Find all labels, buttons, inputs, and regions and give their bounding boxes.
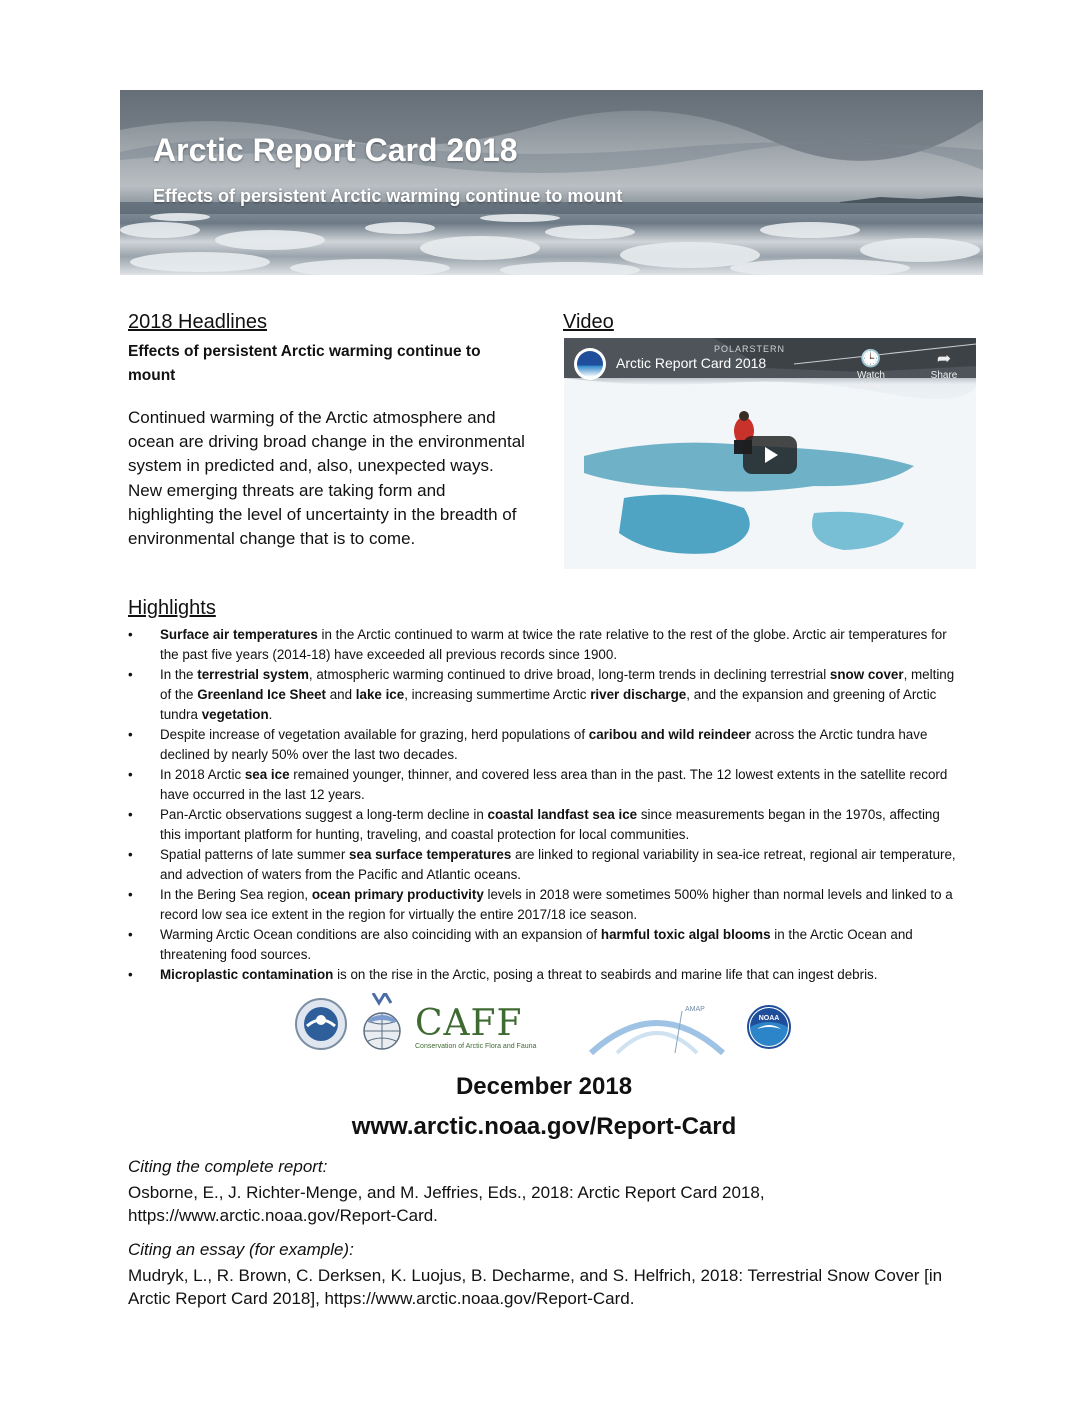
amap-logo-text: AMAP <box>685 1006 705 1013</box>
amap-logo-icon <box>587 993 727 1055</box>
highlight-keyword: Greenland Ice Sheet <box>197 687 326 702</box>
share-label: Share <box>930 370 958 381</box>
bullet-marker: • <box>128 847 133 862</box>
highlight-text: In the Bering Sea region, <box>160 887 312 902</box>
highlight-keyword: sea ice <box>244 767 290 782</box>
highlight-keyword: lake ice <box>355 687 405 702</box>
play-icon <box>765 447 778 463</box>
headlines-lead: Effects of persistent Arctic warming continue to mount <box>128 343 481 384</box>
cite-complete-label: Citing the complete report: <box>128 1157 328 1176</box>
highlight-text: , atmospheric warming continued to drive broad, long-term trends in declining terrestrial <box>308 667 830 682</box>
clock-icon: 🕒 <box>860 349 882 368</box>
highlight-keyword: Surface air temperatures <box>160 627 318 642</box>
noaa-logo-text: NOAA <box>758 1015 780 1022</box>
highlights-heading: Highlights <box>128 597 216 619</box>
highlight-text: . <box>268 707 273 722</box>
highlight-keyword: vegetation <box>201 707 269 722</box>
highlight-text: In the <box>160 667 198 682</box>
caff-logo-icon <box>415 1005 565 1051</box>
highlight-text: , and the expansion and greening of Arctic tundra <box>160 687 937 722</box>
highlight-keyword: coastal landfast sea ice <box>487 807 638 822</box>
highlight-keyword: snow cover <box>829 667 904 682</box>
highlight-keyword: caribou and wild reindeer <box>588 727 751 742</box>
bullet-marker: • <box>128 887 133 902</box>
highlight-item <box>128 725 958 765</box>
page-title: Arctic Report Card 2018 <box>153 132 518 168</box>
bullet-marker: • <box>128 927 133 942</box>
headlines-body: Continued warming of the Arctic atmosphere and ocean are driving broad change in the environmental system in predicted and, also, unexpected ways. New emerging threats are taking form and highlighting the level of uncertainty in the breadth of environmental change that is to come. <box>128 408 525 549</box>
bullet-marker: • <box>128 627 133 642</box>
headlines-heading: 2018 Headlines <box>128 311 267 333</box>
highlight-text: levels in 2018 were sometimes 500% higher than normal levels and linked to a record low sea ice extent in the region for virtually the entire 2017/18 ice season. <box>160 887 953 922</box>
highlight-text: remained younger, thinner, and covered less area than in the past. The 12 lowest extents in the satellite record have occurred in the last 12 years. <box>160 767 948 802</box>
emblem-logo-icon <box>295 998 347 1050</box>
highlight-item <box>128 845 958 885</box>
cite-essay-label: Citing an essay (for example): <box>128 1240 354 1259</box>
highlight-text: is on the rise in the Arctic, posing a threat to seabirds and marine life that can ingest debris. <box>333 967 878 982</box>
bullet-marker: • <box>128 767 133 782</box>
highlight-item <box>128 885 958 925</box>
highlight-text: in the Arctic Ocean and threatening food sources. <box>160 927 913 962</box>
highlight-text: Pan-Arctic observations suggest a long-term decline in <box>160 807 488 822</box>
highlight-keyword: river discharge <box>590 687 687 702</box>
video-heading: Video <box>563 311 614 333</box>
noaa-logo-icon <box>747 1005 791 1049</box>
header-banner <box>120 90 983 275</box>
highlights-list <box>128 625 958 985</box>
highlight-item <box>128 965 958 985</box>
banner-sea-ice-image <box>120 90 983 275</box>
bullet-marker: • <box>128 807 133 822</box>
cite-complete-text: Osborne, E., J. Richter-Menge, and M. Jeffries, Eds., 2018: Arctic Report Card 2018, https://www.arctic.noaa.gov/Report-Card. <box>128 1183 765 1225</box>
play-button[interactable] <box>743 436 797 474</box>
highlight-text: and <box>325 687 356 702</box>
partner-logos <box>295 993 795 1055</box>
watch-later-label: Watch later <box>857 370 885 392</box>
highlight-text: , increasing summertime Arctic <box>404 687 591 702</box>
highlight-item <box>128 765 958 805</box>
highlight-text: Warming Arctic Ocean conditions are also coinciding with an expansion of <box>160 927 601 942</box>
highlight-keyword: terrestrial system <box>197 667 309 682</box>
cite-essay-text: Mudryk, L., R. Brown, C. Derksen, K. Luojus, B. Decharme, and S. Helfrich, 2018: Terrestrial Snow Cover [in Arctic Report Card 2018], https://www.arctic.noaa.gov/Report-Card. <box>128 1266 943 1308</box>
caff-caption: Conservation of Arctic Flora and Fauna <box>415 1043 537 1050</box>
watch-later-button[interactable] <box>849 348 893 392</box>
highlight-text: , melting of the <box>160 667 955 702</box>
video-title[interactable]: Arctic Report Card 2018 <box>616 355 767 371</box>
ship-name: POLARSTERN <box>714 344 786 354</box>
highlight-item <box>128 805 958 845</box>
noaa-logo-icon <box>574 348 606 380</box>
highlight-keyword: sea surface temperatures <box>349 847 512 862</box>
highlight-keyword: ocean primary productivity <box>311 887 484 902</box>
highlight-keyword: Microplastic contamination <box>160 967 334 982</box>
page-subtitle: Effects of persistent Arctic warming continue to mount <box>153 186 623 206</box>
share-button[interactable] <box>924 348 964 381</box>
bullet-marker: • <box>128 727 133 742</box>
report-date: December 2018 <box>455 1073 633 1100</box>
report-url[interactable]: www.arctic.noaa.gov/Report-Card <box>351 1113 737 1140</box>
highlight-item <box>128 925 958 965</box>
video-player[interactable] <box>564 338 976 569</box>
highlight-text: since measurements began in the 1970s, affecting this important platform for hunting, traveling, and coastal protection for local communities. <box>160 807 940 842</box>
highlight-text: Despite increase of vegetation available for grazing, herd populations of <box>160 727 589 742</box>
highlight-text: across the Arctic tundra have declined by nearly 50% over the last two decades. <box>160 727 928 762</box>
bullet-marker: • <box>128 667 133 682</box>
globe-logo-icon <box>359 993 405 1053</box>
highlight-item <box>128 665 958 725</box>
highlight-item <box>128 625 958 665</box>
highlight-keyword: harmful toxic algal blooms <box>600 927 771 942</box>
highlight-text: are linked to regional variability in sea-ice retreat, regional air temperature, and advection of waters from the Pacific and Atlantic oceans. <box>160 847 956 882</box>
highlight-text: Spatial patterns of late summer <box>160 847 350 862</box>
highlight-text: In 2018 Arctic <box>160 767 245 782</box>
share-arrow-icon: ➦ <box>936 349 952 368</box>
caff-logo-text: CAFF <box>415 1003 523 1044</box>
bullet-marker: • <box>128 967 133 982</box>
highlight-text: in the Arctic continued to warm at twice the rate relative to the rest of the globe. Arctic air temperatures for the past five years (2014-18) have exceeded all previous records since 1900. <box>160 627 947 662</box>
